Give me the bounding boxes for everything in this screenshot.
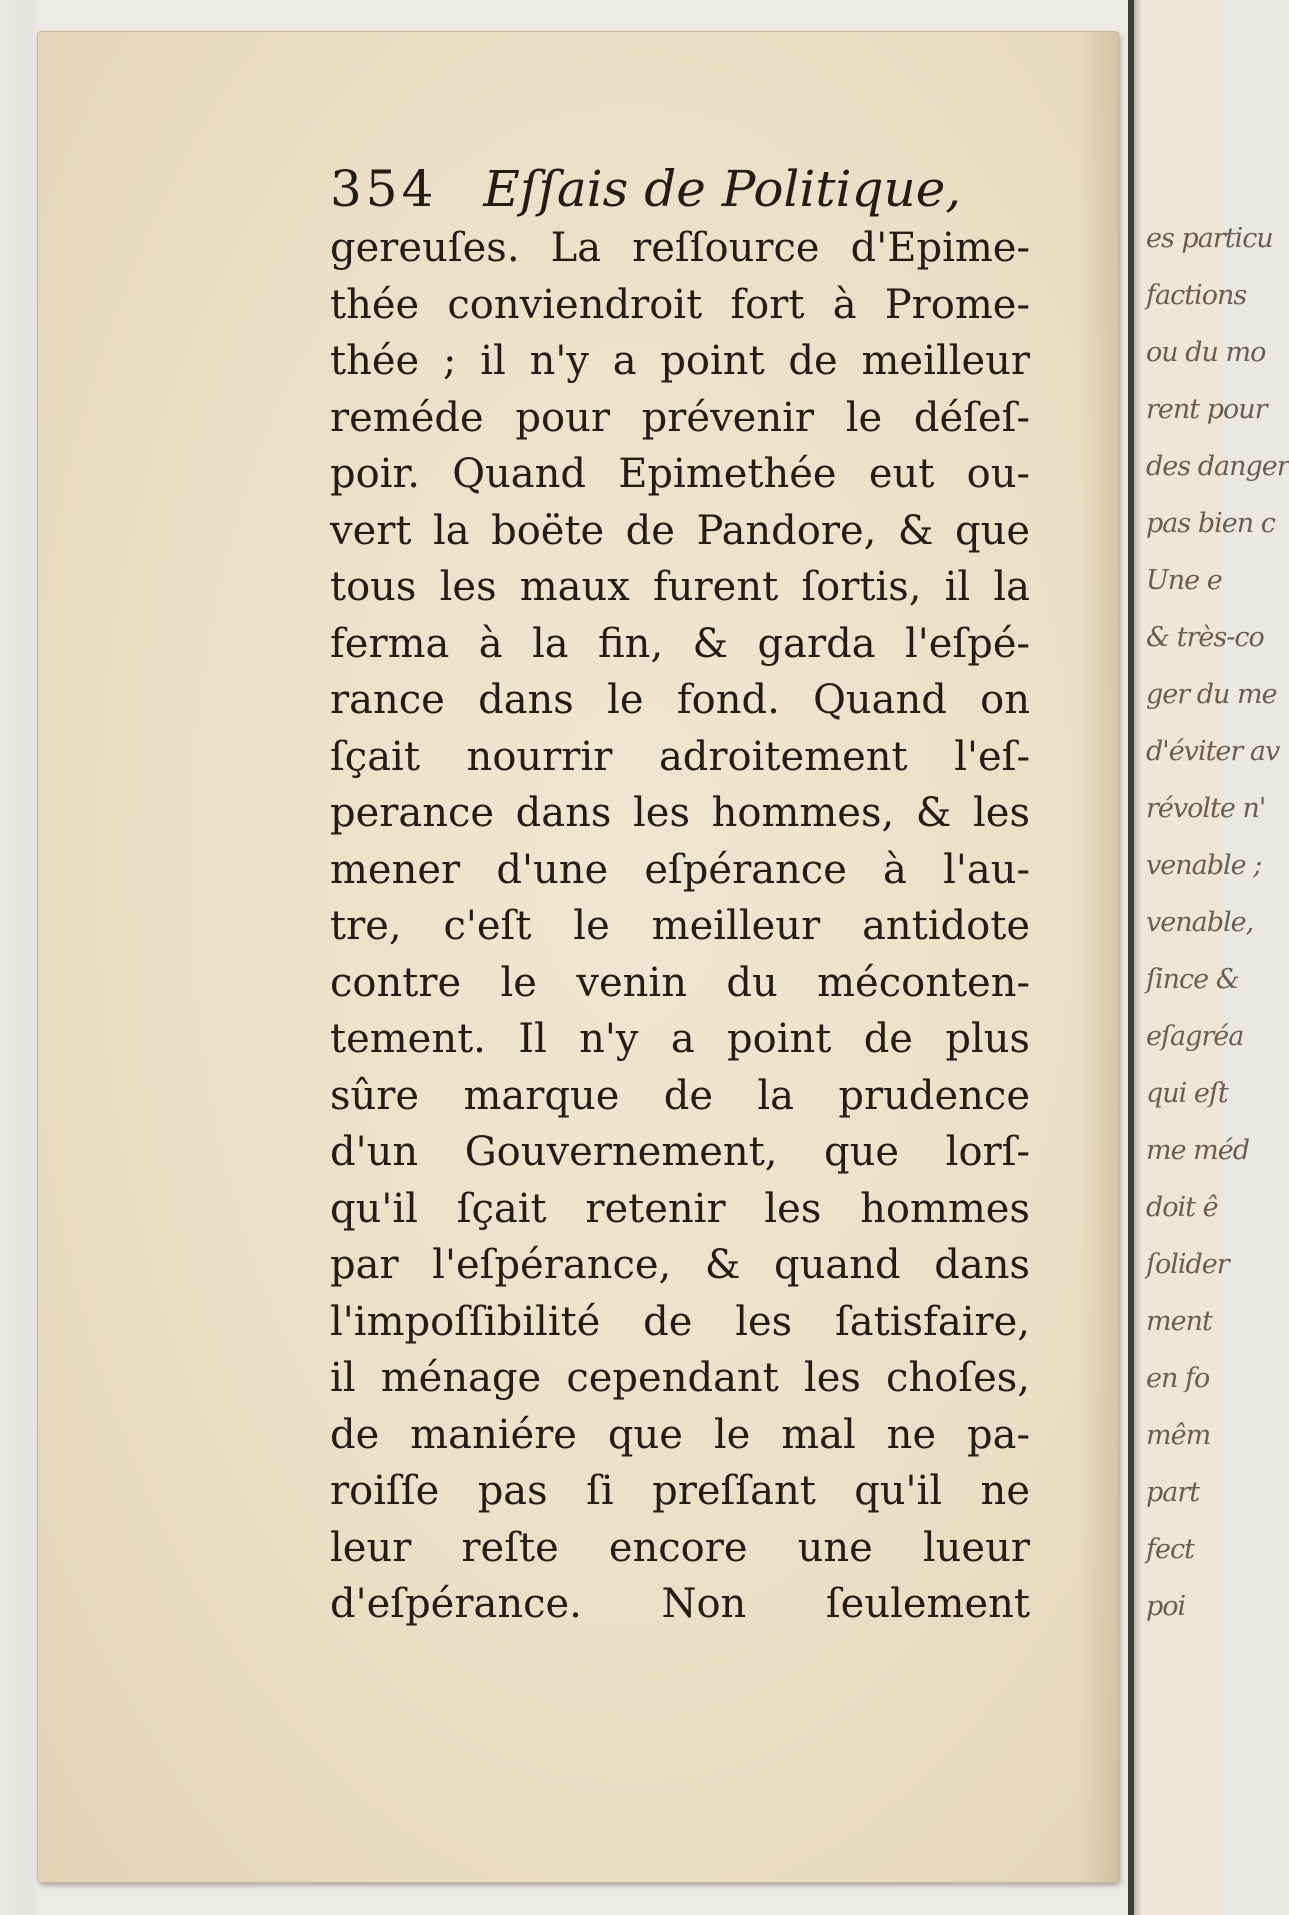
facing-page-text (1146, 210, 1289, 1635)
facing-page-edge (1128, 0, 1289, 1915)
text-line: poir. Quand Epimethée eut ou- (330, 451, 1030, 497)
facing-text-line: fect (1146, 1534, 1194, 1565)
text-line: perance dans les hommes, & les (330, 790, 1030, 836)
facing-text-line: eſagréa (1146, 1021, 1244, 1052)
facing-text-line: part (1146, 1477, 1200, 1508)
text-line: gereuſes. La reſſource d'Epime- (330, 225, 1030, 271)
text-line: d'un Gouvernement, que lorſ- (330, 1129, 1030, 1175)
facing-text-line: & très-co (1146, 622, 1264, 653)
text-line: par l'eſpérance, & quand dans (330, 1242, 1030, 1288)
text-line: mener d'une eſpérance à l'au- (330, 846, 1030, 893)
facing-text-line: Une e (1146, 565, 1222, 596)
facing-text-line: d'éviter av (1146, 736, 1280, 767)
text-line: roiſſe pas ſi preſſant qu'il ne (330, 1468, 1030, 1514)
facing-text-line: qui eſt (1146, 1078, 1228, 1109)
running-title: Eſſais de Politique, (483, 160, 962, 218)
facing-text-line: en fo (1146, 1363, 1210, 1394)
text-line: d'eſpérance. Non ſeulement (330, 1581, 1030, 1627)
facing-text-line: venable, (1146, 907, 1254, 938)
text-line: il ménage cependant les choſes, (330, 1355, 1030, 1401)
facing-text-line: ou du mo (1146, 337, 1266, 368)
facing-text-line: doit ê (1146, 1192, 1218, 1223)
running-header (330, 158, 1030, 220)
text-line: l'impoſſibilité de les ſatisfaire, (330, 1298, 1030, 1345)
text-line: sûre marque de la prudence (330, 1072, 1030, 1119)
page-number: 354 (330, 160, 438, 218)
text-line: contre le venin du méconten- (330, 959, 1030, 1006)
text-line: ferma à la fin, & garda l'eſpé- (330, 620, 1030, 667)
facing-text-line: ment (1146, 1306, 1212, 1337)
text-line: reméde pour prévenir le déſeſ- (330, 394, 1030, 441)
facing-text-line: factions (1146, 280, 1247, 311)
facing-text-line: ſince & (1146, 964, 1239, 995)
body-text (330, 220, 1030, 1633)
facing-text-line: ſolider (1146, 1249, 1229, 1280)
facing-text-line: pas bien c (1146, 508, 1275, 539)
facing-text-line: ger du me (1146, 679, 1277, 710)
facing-text-line: me méd (1146, 1135, 1250, 1166)
facing-text-line: des danger (1146, 451, 1289, 482)
text-line: thée ; il n'y a point de meilleur (330, 338, 1030, 384)
text-line: ſçait nourrir adroitement l'eſ- (330, 733, 1030, 780)
text-line: vert la boëte de Pandore, & que (330, 507, 1030, 554)
text-line: de maniére que le mal ne pa- (330, 1411, 1030, 1458)
facing-text-line: rent pour (1146, 394, 1267, 425)
page-text-block (330, 158, 1030, 1633)
text-line: tement. Il n'y a point de plus (330, 1016, 1030, 1062)
text-line: qu'il ſçait retenir les hommes (330, 1185, 1030, 1232)
text-line: leur reſte encore une lueur (330, 1524, 1030, 1571)
text-line: tous les maux furent ſortis, il la (330, 564, 1030, 610)
facing-text-line: venable ; (1146, 850, 1262, 881)
text-line: rance dans le fond. Quand on (330, 677, 1030, 723)
text-line: tre, c'eſt le meilleur antidote (330, 903, 1030, 949)
facing-text-line: poi (1146, 1591, 1186, 1622)
binding-shadow (1128, 0, 1134, 1915)
facing-text-line: révolte n' (1146, 793, 1266, 824)
facing-text-line: es particu (1146, 223, 1273, 254)
facing-text-line: mêm (1146, 1420, 1211, 1451)
text-line: thée conviendroit fort à Prome- (330, 281, 1030, 328)
